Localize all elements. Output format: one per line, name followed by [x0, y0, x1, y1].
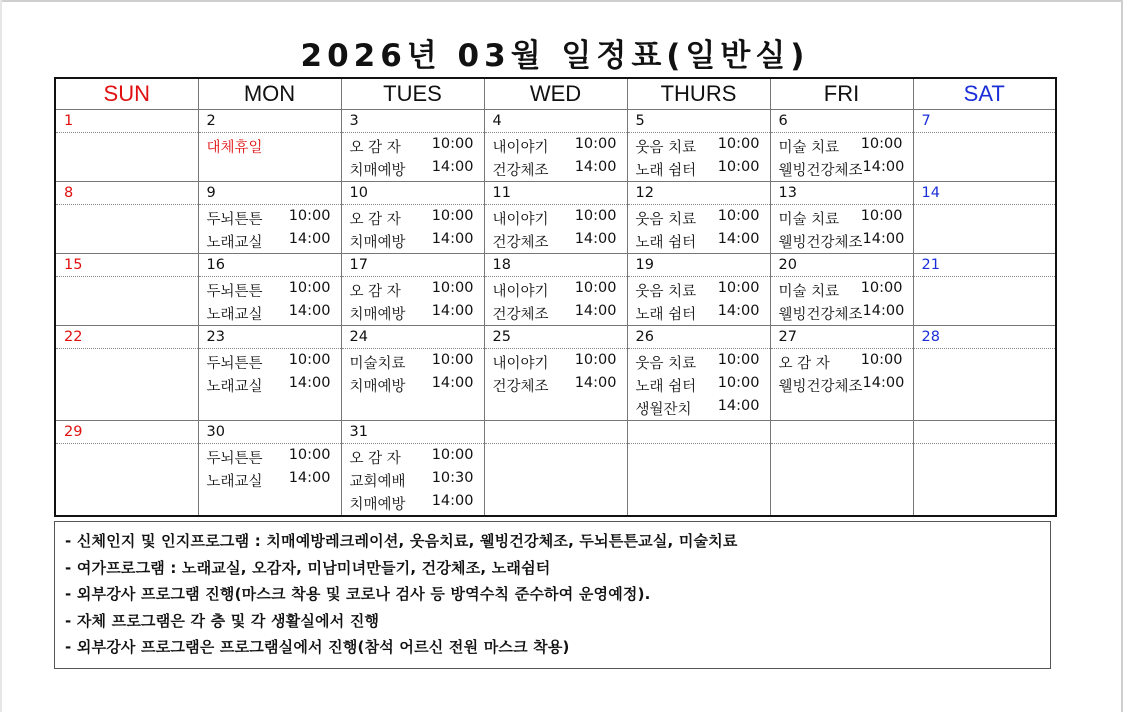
day-cell [484, 302, 627, 326]
event-name: 오 감 자 [778, 356, 830, 372]
day-number: 3 [341, 110, 484, 133]
day-cell [913, 349, 1056, 375]
day-cell [55, 397, 198, 421]
day-cell [913, 205, 1056, 231]
event-name: 두뇌튼튼 [206, 451, 263, 467]
day-cell [627, 349, 770, 375]
event-time: 14:00 [431, 493, 474, 509]
event-time: 14:00 [862, 231, 905, 247]
event-name: 미술 치료 [778, 212, 840, 228]
event-item [779, 280, 913, 301]
event-name: 치매예방 [349, 497, 406, 513]
event-item [636, 375, 770, 396]
day-cell [198, 277, 341, 303]
event-name: 노래교실 [206, 235, 263, 251]
page-border-top [0, 0, 1123, 2]
event-item [350, 136, 484, 157]
event-item [350, 375, 484, 396]
event-time: 14:00 [288, 303, 331, 319]
event-item [493, 231, 627, 252]
event-item [350, 280, 484, 301]
day-cell [341, 349, 484, 375]
day-number: 8 [55, 182, 198, 205]
day-cell [341, 277, 484, 303]
event-name: 웰빙건강체조 [778, 235, 863, 251]
event-name: 내이야기 [492, 356, 549, 372]
event-item [779, 159, 913, 180]
day-cell [55, 349, 198, 375]
day-cell [484, 397, 627, 421]
day-cell [341, 133, 484, 159]
event-item [636, 231, 770, 252]
day-number: 30 [198, 421, 341, 444]
event-time: 10:00 [717, 136, 760, 152]
event-item [350, 208, 484, 229]
event-item [636, 159, 770, 180]
day-cell [770, 374, 913, 397]
event-item [493, 375, 627, 396]
day-number: 2 [198, 110, 341, 133]
day-number: 17 [341, 254, 484, 277]
day-cell [913, 469, 1056, 492]
event-name: 미술치료 [349, 356, 406, 372]
day-number: 31 [341, 421, 484, 444]
event-item [207, 280, 341, 301]
event-time: 10:00 [574, 280, 617, 296]
event-name: 웰빙건강체조 [778, 379, 863, 395]
day-number: 19 [627, 254, 770, 277]
day-cell [627, 397, 770, 421]
day-cell [770, 277, 913, 303]
weekday-sun: SUN [55, 78, 198, 110]
day-number [770, 421, 913, 444]
event-time: 14:00 [288, 231, 331, 247]
day-cell [913, 492, 1056, 516]
event-time: 10:00 [860, 280, 903, 296]
day-cell [913, 277, 1056, 303]
event-time: 14:00 [574, 375, 617, 391]
day-cell [198, 444, 341, 470]
event-name: 두뇌튼튼 [206, 284, 263, 300]
event-name: 치매예방 [349, 235, 406, 251]
event-name: 치매예방 [349, 163, 406, 179]
event-time: 14:00 [862, 159, 905, 175]
event-time: 10:00 [431, 208, 474, 224]
event-time: 14:00 [862, 375, 905, 391]
event-time: 14:00 [574, 231, 617, 247]
page-border-left [0, 0, 2, 712]
day-number: 1 [55, 110, 198, 133]
event-time: 10:00 [717, 375, 760, 391]
day-number: 21 [913, 254, 1056, 277]
day-number: 13 [770, 182, 913, 205]
day-cell [913, 133, 1056, 159]
event-item [207, 375, 341, 396]
day-number: 9 [198, 182, 341, 205]
event-name: 건강체조 [492, 235, 549, 251]
day-number: 6 [770, 110, 913, 133]
event-item [350, 231, 484, 252]
day-cell [55, 469, 198, 492]
day-cell [55, 230, 198, 254]
weekday-fri: FRI [770, 78, 913, 110]
event-name: 웰빙건강체조 [778, 163, 863, 179]
event-time: 10:00 [860, 136, 903, 152]
event-time: 10:00 [860, 352, 903, 368]
day-cell [341, 302, 484, 326]
day-cell [55, 133, 198, 159]
day-cell [341, 469, 484, 492]
weekday-header-row [55, 78, 1056, 110]
event-time: 14:00 [717, 303, 760, 319]
event-time: 10:00 [717, 208, 760, 224]
day-number: 14 [913, 182, 1056, 205]
day-number: 15 [55, 254, 198, 277]
event-time: 14:00 [431, 303, 474, 319]
note-line: - 외부강사 프로그램은 프로그램실에서 진행(참석 어르신 전원 마스크 착용) [65, 638, 570, 656]
day-number: 11 [484, 182, 627, 205]
day-cell [55, 302, 198, 326]
day-cell [627, 492, 770, 516]
event-item [207, 447, 341, 468]
day-number: 12 [627, 182, 770, 205]
calendar-table [54, 77, 1057, 517]
event-name: 노래교실 [206, 379, 263, 395]
day-cell [55, 492, 198, 516]
event-time: 10:00 [717, 159, 760, 175]
event-item [779, 231, 913, 252]
day-cell [198, 302, 341, 326]
week-day-number-row [55, 326, 1056, 349]
event-item [493, 136, 627, 157]
event-time: 10:00 [574, 352, 617, 368]
day-cell [484, 158, 627, 182]
event-time: 10:30 [431, 470, 474, 486]
note-line: - 신체인지 및 인지프로그램 : 치매예방레크레이션, 웃음치료, 웰빙건강체조, 두뇌튼튼교실, 미술치료 [65, 532, 738, 550]
day-cell [198, 158, 341, 182]
day-number: 24 [341, 326, 484, 349]
event-item [493, 159, 627, 180]
day-number [484, 421, 627, 444]
event-item [350, 493, 484, 514]
day-number: 26 [627, 326, 770, 349]
event-item [493, 352, 627, 373]
day-cell [55, 277, 198, 303]
day-cell [484, 349, 627, 375]
event-item [636, 352, 770, 373]
day-cell [198, 469, 341, 492]
event-name: 오 감 자 [349, 284, 401, 300]
event-time: 14:00 [288, 470, 331, 486]
weekday-sat: SAT [913, 78, 1056, 110]
event-name: 오 감 자 [349, 140, 401, 156]
day-cell [484, 205, 627, 231]
event-name: 노래 쉼터 [635, 379, 697, 395]
event-item [636, 303, 770, 324]
event-name: 내이야기 [492, 212, 549, 228]
event-time: 14:00 [574, 303, 617, 319]
day-cell [770, 349, 913, 375]
weekday-mon: MON [198, 78, 341, 110]
day-cell [627, 374, 770, 397]
event-item [779, 375, 913, 396]
day-cell [484, 277, 627, 303]
week-day-number-row [55, 110, 1056, 133]
event-item [207, 303, 341, 324]
event-name: 노래교실 [206, 474, 263, 490]
event-time: 10:00 [288, 447, 331, 463]
day-cell [770, 158, 913, 182]
event-item [636, 280, 770, 301]
day-cell [770, 444, 913, 470]
weekday-tues: TUES [341, 78, 484, 110]
event-name: 오 감 자 [349, 212, 401, 228]
calendar-body [55, 110, 1056, 517]
day-cell [913, 397, 1056, 421]
event-item [350, 447, 484, 468]
day-cell [913, 158, 1056, 182]
event-name: 교회예배 [349, 474, 406, 490]
week-event-row [55, 444, 1056, 470]
day-number: 7 [913, 110, 1056, 133]
day-cell [484, 230, 627, 254]
week-event-row [55, 469, 1056, 492]
day-cell [484, 133, 627, 159]
week-event-row [55, 302, 1056, 326]
day-number: 25 [484, 326, 627, 349]
day-cell [484, 469, 627, 492]
day-cell [55, 374, 198, 397]
day-cell [484, 374, 627, 397]
event-time: 10:00 [860, 208, 903, 224]
day-cell [341, 205, 484, 231]
week-day-number-row [55, 254, 1056, 277]
event-name: 치매예방 [349, 379, 406, 395]
event-item [350, 303, 484, 324]
event-time: 14:00 [717, 398, 760, 414]
day-number: 20 [770, 254, 913, 277]
event-name: 오 감 자 [349, 451, 401, 467]
day-number: 27 [770, 326, 913, 349]
day-cell [198, 205, 341, 231]
notes-box [54, 521, 1051, 669]
day-number: 16 [198, 254, 341, 277]
note-line: - 여가프로그램 : 노래교실, 오감자, 미남미녀만들기, 건강체조, 노래쉼터 [65, 558, 551, 577]
day-cell [913, 302, 1056, 326]
day-cell [341, 374, 484, 397]
week-day-number-row [55, 182, 1056, 205]
event-item [350, 352, 484, 373]
event-name: 웃음 치료 [635, 140, 697, 156]
day-cell [770, 492, 913, 516]
event-name: 웃음 치료 [635, 356, 697, 372]
day-cell [55, 205, 198, 231]
week-event-row [55, 230, 1056, 254]
day-cell [770, 397, 913, 421]
day-cell [770, 469, 913, 492]
day-cell [198, 397, 341, 421]
day-cell [627, 133, 770, 159]
holiday-label: 대체휴일 [206, 140, 263, 156]
day-number [913, 421, 1056, 444]
event-time: 10:00 [288, 352, 331, 368]
day-cell [627, 205, 770, 231]
event-time: 14:00 [431, 159, 474, 175]
day-cell [198, 230, 341, 254]
event-name: 노래 쉼터 [635, 307, 697, 323]
event-time: 10:00 [288, 208, 331, 224]
event-time: 10:00 [431, 352, 474, 368]
day-number: 28 [913, 326, 1056, 349]
day-cell [627, 158, 770, 182]
event-name: 웰빙건강체조 [778, 307, 863, 323]
week-event-row [55, 397, 1056, 421]
day-cell [627, 302, 770, 326]
day-cell [627, 444, 770, 470]
event-item [779, 208, 913, 229]
day-cell [341, 230, 484, 254]
event-time: 10:00 [431, 136, 474, 152]
event-name: 노래 쉼터 [635, 163, 697, 179]
day-cell [55, 158, 198, 182]
week-day-number-row [55, 421, 1056, 444]
day-number: 4 [484, 110, 627, 133]
event-name: 웃음 치료 [635, 284, 697, 300]
event-item [779, 352, 913, 373]
event-time: 14:00 [862, 303, 905, 319]
day-cell [770, 230, 913, 254]
event-time: 14:00 [431, 375, 474, 391]
event-name: 치매예방 [349, 307, 406, 323]
event-time: 14:00 [431, 231, 474, 247]
event-time: 10:00 [574, 208, 617, 224]
event-name: 내이야기 [492, 140, 549, 156]
event-time: 10:00 [431, 280, 474, 296]
note-line: - 자체 프로그램은 각 층 및 각 생활실에서 진행 [65, 611, 380, 630]
event-name: 웃음 치료 [635, 212, 697, 228]
event-item [207, 470, 341, 491]
event-name: 건강체조 [492, 307, 549, 323]
event-name: 노래 쉼터 [635, 235, 697, 251]
event-item [207, 352, 341, 373]
day-number: 5 [627, 110, 770, 133]
day-cell [627, 230, 770, 254]
day-cell [55, 444, 198, 470]
day-cell [198, 133, 341, 159]
day-cell [627, 469, 770, 492]
day-cell [198, 374, 341, 397]
day-cell [484, 444, 627, 470]
event-time: 10:00 [288, 280, 331, 296]
day-cell [198, 349, 341, 375]
event-name: 두뇌튼튼 [206, 356, 263, 372]
day-number: 29 [55, 421, 198, 444]
event-time: 10:00 [431, 447, 474, 463]
day-cell [341, 444, 484, 470]
week-event-row [55, 158, 1056, 182]
weekday-thurs: THURS [627, 78, 770, 110]
event-name: 두뇌튼튼 [206, 212, 263, 228]
event-time: 14:00 [574, 159, 617, 175]
day-number: 23 [198, 326, 341, 349]
day-cell [770, 205, 913, 231]
event-item [350, 159, 484, 180]
day-cell [341, 492, 484, 516]
event-item [493, 303, 627, 324]
event-item [636, 136, 770, 157]
page-title: 2026년 03월 일정표(일반실) [300, 38, 810, 74]
event-name: 건강체조 [492, 163, 549, 179]
week-event-row [55, 133, 1056, 159]
day-cell [198, 492, 341, 516]
day-cell [770, 302, 913, 326]
day-cell [627, 277, 770, 303]
day-cell [913, 444, 1056, 470]
week-event-row [55, 492, 1056, 516]
week-event-row [55, 374, 1056, 397]
event-name: 생월잔치 [635, 402, 692, 418]
note-line: - 외부강사 프로그램 진행(마스크 착용 및 코로나 검사 등 방역수칙 준수하여 운영예정). [65, 585, 651, 603]
event-name: 건강체조 [492, 379, 549, 395]
event-name: 미술 치료 [778, 284, 840, 300]
event-item [350, 470, 484, 491]
week-event-row [55, 277, 1056, 303]
day-number: 10 [341, 182, 484, 205]
day-number: 22 [55, 326, 198, 349]
event-item [779, 136, 913, 157]
event-time: 14:00 [717, 231, 760, 247]
day-cell [913, 230, 1056, 254]
day-cell [341, 158, 484, 182]
day-cell [913, 374, 1056, 397]
event-name: 노래교실 [206, 307, 263, 323]
event-time: 10:00 [717, 280, 760, 296]
event-time: 10:00 [574, 136, 617, 152]
day-number [627, 421, 770, 444]
event-time: 10:00 [717, 352, 760, 368]
event-name: 내이야기 [492, 284, 549, 300]
week-event-row [55, 349, 1056, 375]
event-time: 14:00 [288, 375, 331, 391]
day-cell [484, 492, 627, 516]
event-item [207, 231, 341, 252]
event-item [207, 208, 341, 229]
event-item [636, 398, 770, 419]
week-event-row [55, 205, 1056, 231]
event-item [636, 208, 770, 229]
event-item [493, 208, 627, 229]
event-item [779, 303, 913, 324]
weekday-wed: WED [484, 78, 627, 110]
event-item [493, 280, 627, 301]
event-name: 미술 치료 [778, 140, 840, 156]
day-cell [770, 133, 913, 159]
day-cell [341, 397, 484, 421]
day-number: 18 [484, 254, 627, 277]
